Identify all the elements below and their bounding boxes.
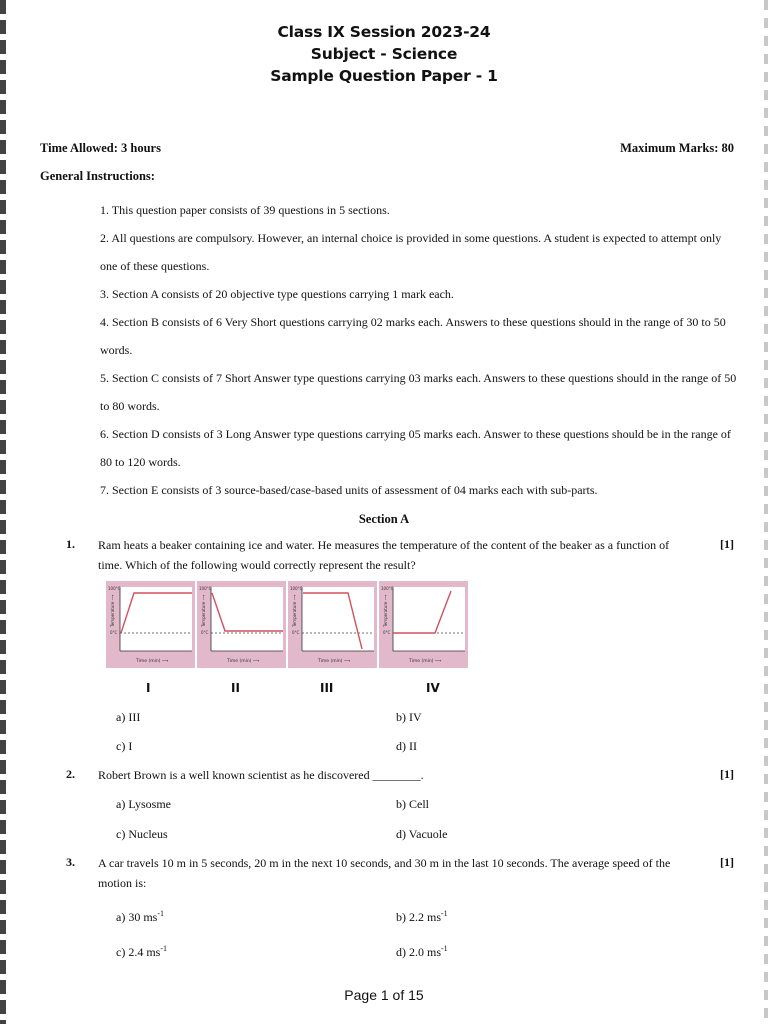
svg-text:0°C: 0°C — [201, 630, 209, 635]
option-a: a) Lysosme — [116, 797, 171, 811]
option-exponent: -1 — [441, 944, 448, 953]
svg-text:Temperature ⟶: Temperature ⟶ — [201, 594, 206, 627]
svg-text:100°C: 100°C — [290, 586, 303, 591]
option-value: 30 ms — [128, 910, 158, 924]
svg-text:Time (min) ⟶: Time (min) ⟶ — [136, 659, 169, 664]
question-number: 3. — [66, 855, 75, 869]
instruction-item: 3. Section A consists of 20 objective type questions carrying 1 mark each. — [100, 287, 454, 301]
svg-text:0°C: 0°C — [110, 630, 118, 635]
graph-label: II — [231, 681, 240, 695]
option-letter: b) — [396, 910, 406, 924]
svg-text:Temperature ⟶: Temperature ⟶ — [292, 594, 297, 627]
instruction-item: 7. Section E consists of 3 source-based/case-based units of assessment of 04 marks each with sub-parts. — [100, 483, 598, 497]
option-d — [396, 944, 448, 960]
option-value: 2.2 ms — [409, 910, 442, 924]
option-c: c) Nucleus — [116, 827, 168, 841]
option-exponent: -1 — [157, 909, 165, 918]
question-marks: [1] — [720, 767, 734, 781]
svg-text:Time (min) ⟶: Time (min) ⟶ — [409, 659, 442, 664]
svg-text:100°C: 100°C — [381, 586, 394, 591]
graph-ii — [197, 581, 286, 668]
instruction-item: 4. Section B consists of 6 Very Short questions carrying 02 marks each. Answers to these questions should in the range of 30 to 50 words. — [100, 315, 726, 357]
paper-title: Sample Question Paper - 1 — [270, 67, 498, 85]
option-letter: c) — [116, 945, 126, 959]
question-text: Ram heats a beaker containing ice and water. He measures the temperature of the content of the beaker as a function of time. Which of the following would correctly represent the result? — [98, 538, 670, 572]
instruction-item: 2. All questions are compulsory. However, an internal choice is provided in some questions. A student is expected to attempt only one of these questions. — [100, 231, 722, 273]
option-a — [116, 909, 164, 925]
question-marks: [1] — [720, 537, 734, 551]
general-instructions-heading: General Instructions: — [40, 169, 155, 183]
paper-class-title: Class IX Session 2023-24 — [277, 23, 491, 41]
svg-text:Temperature ⟶: Temperature ⟶ — [383, 594, 388, 627]
option-value: 2.4 ms — [128, 945, 161, 959]
paper-subject: Subject - Science — [310, 45, 458, 63]
svg-text:0°C: 0°C — [383, 630, 391, 635]
instruction-item: 6. Section D consists of 3 Long Answer type questions carrying 05 marks each. Answer to these questions should be in the range of 80 to 120 words. — [100, 427, 731, 469]
option-value: 2.0 ms — [409, 945, 442, 959]
section-title: Section A — [358, 512, 410, 526]
maximum-marks: Maximum Marks: 80 — [620, 141, 734, 155]
page-footer: Page 1 of 15 — [344, 987, 424, 1003]
question-number: 2. — [66, 767, 75, 781]
svg-text:100°C: 100°C — [199, 586, 212, 591]
question-marks: [1] — [720, 855, 734, 869]
option-letter: a) — [116, 910, 126, 924]
question-text: A car travels 10 m in 5 seconds, 20 m in the next 10 seconds, and 30 m in the last 10 seconds. The average speed of the motion is: — [98, 856, 671, 890]
instruction-item: 5. Section C consists of 7 Short Answer type questions carrying 03 marks each. Answers to these questions should in the range of 50 to 80 words. — [100, 371, 737, 413]
graph-label: III — [320, 681, 334, 695]
svg-text:Time (min) ⟶: Time (min) ⟶ — [227, 659, 260, 664]
svg-text:0°C: 0°C — [292, 630, 300, 635]
option-b: b) IV — [396, 710, 422, 724]
instruction-item: 1. This question paper consists of 39 questions in 5 sections. — [100, 203, 390, 217]
option-d: d) Vacuole — [396, 827, 448, 841]
question-text: Robert Brown is a well known scientist as he discovered ________. — [98, 768, 424, 782]
option-exponent: -1 — [441, 909, 448, 918]
option-b — [396, 909, 448, 925]
instructions-list — [100, 196, 740, 504]
svg-text:Time (min) ⟶: Time (min) ⟶ — [318, 659, 351, 664]
graph-i — [106, 581, 195, 668]
graph-iv — [379, 581, 468, 668]
option-d: d) II — [396, 739, 417, 753]
question-number: 1. — [66, 537, 75, 551]
option-a: a) III — [116, 710, 141, 724]
graph-label: I — [146, 681, 151, 695]
svg-text:100°C: 100°C — [108, 586, 121, 591]
option-letter: d) — [396, 945, 406, 959]
graph-iii — [288, 581, 377, 668]
time-allowed: Time Allowed: 3 hours — [40, 141, 161, 155]
option-c: c) I — [116, 739, 133, 753]
option-b: b) Cell — [396, 797, 429, 811]
svg-text:Temperature ⟶: Temperature ⟶ — [110, 594, 115, 627]
graph-label: IV — [426, 681, 440, 695]
option-c — [116, 944, 167, 960]
option-exponent: -1 — [160, 944, 168, 953]
